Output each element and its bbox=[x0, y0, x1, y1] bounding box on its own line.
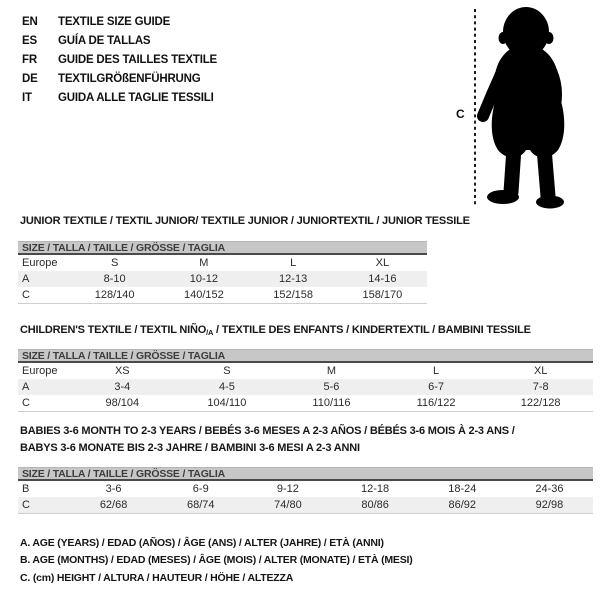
size-cell: 158/170 bbox=[362, 289, 403, 301]
table-row bbox=[18, 395, 593, 411]
size-cell: XS bbox=[114, 365, 130, 377]
babies-title-line1: BABIES 3-6 MONTH TO 2-3 YEARS / BEBÉS 3-6 MESES A 2-3 AÑOS / BÉBÉS 3-6 MOIS À 2-3 ANS / bbox=[20, 425, 515, 437]
size-cell: 140/152 bbox=[183, 289, 224, 301]
children-title-subscript: /A bbox=[206, 328, 214, 337]
size-cell: 7-8 bbox=[532, 381, 549, 393]
size-cell: 18-24 bbox=[448, 483, 477, 495]
size-cell: XL bbox=[533, 365, 548, 377]
junior-table-title: JUNIOR TEXTILE / TEXTIL JUNIOR/ TEXTILE JUNIOR / JUNIORTEXTIL / JUNIOR TESSILE bbox=[20, 215, 470, 227]
lang-row-en bbox=[22, 13, 217, 32]
row-label: A bbox=[22, 273, 30, 285]
row-label: B bbox=[22, 483, 30, 495]
size-cell: 104/110 bbox=[207, 397, 247, 409]
size-cell: M bbox=[326, 365, 337, 377]
size-cell: 68/74 bbox=[186, 499, 215, 511]
lang-row-es bbox=[22, 32, 217, 51]
size-cell: 62/68 bbox=[99, 499, 128, 511]
children-size-table bbox=[18, 349, 593, 412]
lang-title: TEXTILE SIZE GUIDE bbox=[58, 16, 171, 28]
size-cell: S bbox=[223, 365, 231, 377]
size-cell: 6-7 bbox=[428, 381, 445, 393]
size-cell: 10-12 bbox=[189, 273, 218, 285]
size-cell: 8-10 bbox=[103, 273, 126, 285]
size-cell: 110/116 bbox=[312, 397, 351, 409]
size-cell: 9-12 bbox=[276, 483, 299, 495]
lang-code: IT bbox=[22, 92, 32, 104]
legend-line-c: C. (cm) HEIGHT / ALTURA / HAUTEUR / HÖHE / ALTEZZA bbox=[20, 571, 294, 584]
lang-code: DE bbox=[22, 73, 38, 85]
size-cell: XL bbox=[375, 257, 390, 269]
size-cell: 12-18 bbox=[361, 483, 390, 495]
size-cell: 122/128 bbox=[520, 397, 561, 409]
size-cell: 116/122 bbox=[416, 397, 456, 409]
language-title-list bbox=[22, 13, 217, 108]
size-cell: 3-6 bbox=[105, 483, 122, 495]
babies-table-title bbox=[20, 423, 515, 456]
size-cell: 12-13 bbox=[279, 273, 308, 285]
legend-line-a: A. AGE (YEARS) / EDAD (AÑOS) / ÂGE (ANS) / ALTER (JAHRE) / ETÀ (ANNI) bbox=[20, 537, 384, 549]
babies-title-line2: BABYS 3-6 MONATE BIS 2-3 JAHRE / BAMBINI 3-6 MESI A 2-3 ANNI bbox=[20, 441, 360, 454]
lang-title: GUÍA DE TALLAS bbox=[58, 35, 151, 47]
row-label: C bbox=[22, 499, 30, 511]
row-label: Europe bbox=[22, 365, 58, 377]
size-figure bbox=[440, 0, 600, 220]
legend-line-b: B. AGE (MONTHS) / EDAD (MESES) / ÂGE (MOIS) / ALTER (MONATE) / ETÀ (MESI) bbox=[20, 554, 413, 567]
size-cell: 6-9 bbox=[192, 483, 209, 495]
size-header-bar: SIZE / TALLA / TAILLE / GRÖSSE / TAGLIA bbox=[18, 349, 593, 363]
size-cell: 4-5 bbox=[218, 381, 235, 393]
row-label: C bbox=[22, 397, 30, 409]
lang-title: TEXTILGRÖßENFÜHRUNG bbox=[58, 73, 201, 85]
lang-title: GUIDA ALLE TAGLIE TESSILI bbox=[58, 92, 214, 104]
size-cell: 3-4 bbox=[114, 381, 131, 393]
lang-code: EN bbox=[22, 16, 38, 28]
junior-size-table bbox=[18, 241, 427, 304]
size-cell: S bbox=[110, 257, 119, 269]
table-row bbox=[18, 497, 593, 513]
lang-title: GUIDE DES TAILLES TEXTILE bbox=[58, 54, 217, 66]
lang-code: FR bbox=[22, 54, 37, 66]
size-cell: L bbox=[290, 257, 297, 269]
babies-size-table bbox=[18, 467, 593, 514]
size-header-bar: SIZE / TALLA / TAILLE / GRÖSSE / TAGLIA bbox=[18, 241, 427, 255]
lang-row-de bbox=[22, 70, 217, 89]
children-title-main: CHILDREN'S TEXTILE / TEXTIL NIÑO bbox=[20, 324, 207, 336]
table-row bbox=[18, 271, 427, 287]
table-row bbox=[18, 379, 593, 395]
height-measure-label: C bbox=[456, 107, 465, 121]
row-label: A bbox=[22, 381, 30, 393]
table-row bbox=[18, 287, 427, 303]
table-row bbox=[18, 363, 593, 379]
size-cell: 128/140 bbox=[94, 289, 135, 301]
size-cell: 5-6 bbox=[323, 381, 340, 393]
lang-code: ES bbox=[22, 35, 37, 47]
size-cell: 24-36 bbox=[535, 483, 564, 495]
row-label: C bbox=[22, 289, 30, 301]
row-label: Europe bbox=[22, 257, 58, 269]
size-cell: 92/98 bbox=[535, 499, 564, 511]
children-table-title bbox=[20, 324, 531, 336]
size-cell: 86/92 bbox=[448, 499, 477, 511]
lang-row-fr bbox=[22, 51, 217, 70]
size-cell: 80/86 bbox=[361, 499, 389, 511]
size-cell: 98/104 bbox=[105, 397, 140, 409]
size-cell: M bbox=[199, 257, 209, 269]
children-title-rest: / TEXTILE DES ENFANTS / KINDERTEXTIL / BAMBINI TESSILE bbox=[213, 324, 531, 336]
size-cell: 74/80 bbox=[274, 499, 302, 511]
size-header-bar: SIZE / TALLA / TAILLE / GRÖSSE / TAGLIA bbox=[18, 467, 593, 481]
table-row bbox=[18, 481, 593, 497]
table-row bbox=[18, 255, 427, 271]
measure-legend bbox=[20, 535, 413, 587]
size-cell: 14-16 bbox=[368, 273, 397, 285]
lang-row-it bbox=[22, 89, 217, 108]
size-cell: 152/158 bbox=[273, 289, 313, 301]
size-cell: L bbox=[433, 365, 440, 377]
toddler-silhouette bbox=[483, 7, 564, 209]
